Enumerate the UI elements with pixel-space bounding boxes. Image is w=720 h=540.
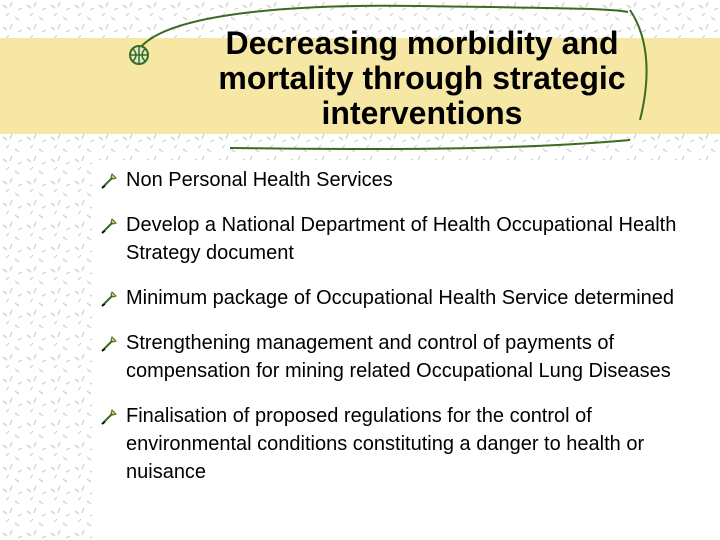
bullet-text: Strengthening management and control of payments of compensation for mining related Occupational Lung Diseases [126, 332, 671, 382]
globe-icon [128, 44, 150, 66]
bullet-text: Non Personal Health Services [126, 169, 393, 191]
pen-nib-icon [100, 290, 118, 308]
slide-title: Decreasing morbidity and mortality through strategic interventions [218, 25, 626, 131]
pen-nib-icon [100, 172, 118, 190]
bullet-list [98, 166, 698, 503]
list-item [98, 211, 698, 267]
pen-nib-icon [100, 335, 118, 353]
bullet-text: Finalisation of proposed regulations for the control of environmental conditions constituting a danger to health or nuisance [126, 405, 645, 483]
pen-nib-icon [100, 217, 118, 235]
title-area [0, 0, 720, 150]
list-item [98, 166, 698, 194]
bullet-text: Minimum package of Occupational Health Service determined [126, 287, 675, 309]
list-item [98, 284, 698, 312]
list-item [98, 329, 698, 385]
pen-nib-icon [100, 408, 118, 426]
bullet-text: Develop a National Department of Health Occupational Health Strategy document [126, 214, 677, 264]
list-item [98, 402, 698, 486]
